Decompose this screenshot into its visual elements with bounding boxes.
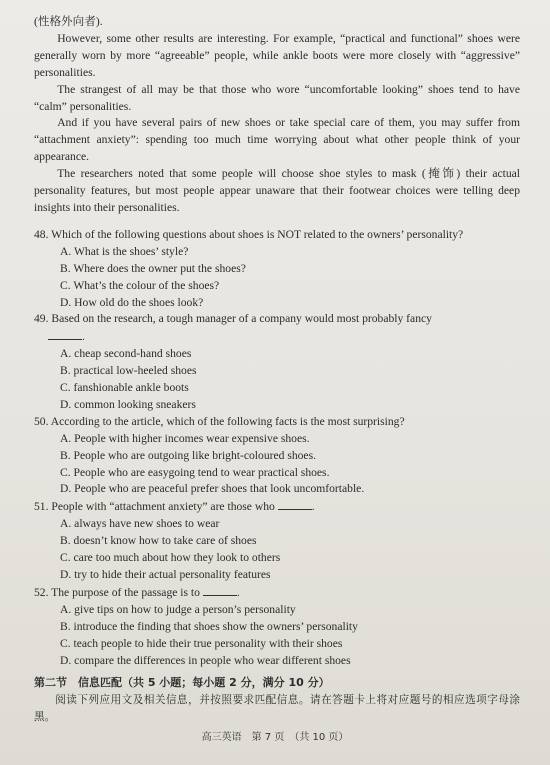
question-stem: 48. Which of the following questions about shoes is NOT related to the owners’ personality?	[34, 227, 464, 241]
option-d: D. common looking sneakers	[60, 397, 196, 411]
option-b: B. Where does the owner put the shoes?	[60, 261, 246, 275]
question-stem: 52. The purpose of the passage is to	[34, 585, 200, 599]
answer-blank	[278, 498, 312, 510]
paragraph-4: The researchers noted that some people will choose shoe styles to mask (掩饰) their actual personality features, but most people appear unaware that their footwear choices were telling deep insights into their personalities.	[34, 167, 520, 214]
option-a: A. give tips on how to judge a person’s personality	[60, 602, 296, 616]
option-d: D. How old do the shoes look?	[60, 295, 204, 309]
option-a: A. People with higher incomes wear expensive shoes.	[60, 431, 310, 445]
question-stem: 51. People with “attachment anxiety” are those who	[34, 500, 275, 514]
option-d: D. People who are peaceful prefer shoes that look uncomfortable.	[60, 482, 365, 496]
question-48	[34, 227, 520, 312]
option-a: A. always have new shoes to wear	[60, 517, 220, 531]
option-c: C. What’s the colour of the shoes?	[60, 278, 220, 292]
option-b: B. People who are outgoing like bright-coloured shoes.	[60, 448, 316, 462]
question-51	[34, 498, 520, 584]
page-footer: 高三英语 第 7 页 （共 10 页）	[201, 732, 349, 744]
top-line: (性格外向者).	[34, 15, 103, 28]
option-c: C. care too much about how they look to others	[60, 551, 281, 565]
option-b: B. introduce the finding that shoes show the owners’ personality	[60, 619, 358, 633]
answer-blank-line: .	[34, 328, 520, 346]
option-d: D. try to hide their actual personality features	[60, 568, 271, 581]
question-stem: 49. Based on the research, a tough manager of a company would most probably fancy	[34, 312, 432, 326]
question-50	[34, 414, 520, 499]
section-title: 第二节 信息匹配（共 5 小题；每小题 2 分，满分 10 分）	[34, 676, 330, 690]
paragraph-3: And if you have several pairs of new shoes or take special care of them, you may suffer from “attachment anxiety”: spending too much time worrying about what other people think of your appearance.	[34, 116, 520, 164]
option-a: A. cheap second-hand shoes	[60, 347, 192, 361]
section-instruction: 阅读下列应用文及相关信息，并按照要求匹配信息。请在答题卡上将对应题号的相应选项字母涂黑。	[34, 694, 520, 724]
paragraph-2: The strangest of all may be that those who wore “uncomfortable looking” shoes tend to have “calm” personalities.	[34, 82, 520, 113]
option-d: D. compare the differences in people who wear different shoes	[60, 653, 351, 667]
option-b: B. practical low-heeled shoes	[60, 364, 197, 378]
option-a: A. What is the shoes’ style?	[60, 244, 189, 258]
option-c: C. fanshionable ankle boots	[60, 381, 189, 395]
answer-blank	[203, 584, 237, 596]
question-stem-line: 52. The purpose of the passage is to .	[34, 585, 240, 599]
question-52	[34, 584, 520, 670]
question-stem-line: 51. People with “attachment anxiety” are those who .	[34, 500, 315, 514]
paragraph-1: However, some other results are interesting. For example, “practical and functional” shoes were generally worn by more “agreeable” people, while ankle boots were more closely with “aggressive” personalities.	[34, 31, 520, 79]
question-49	[34, 311, 520, 413]
option-c: C. People who are easygoing tend to wear practical shoes.	[60, 465, 330, 479]
option-b: B. doesn’t know how to take care of shoes	[60, 534, 257, 548]
question-stem: 50. According to the article, which of the following facts is the most surprising?	[34, 414, 405, 428]
answer-blank	[48, 328, 82, 340]
option-c: C. teach people to hide their true personality with their shoes	[60, 636, 343, 650]
